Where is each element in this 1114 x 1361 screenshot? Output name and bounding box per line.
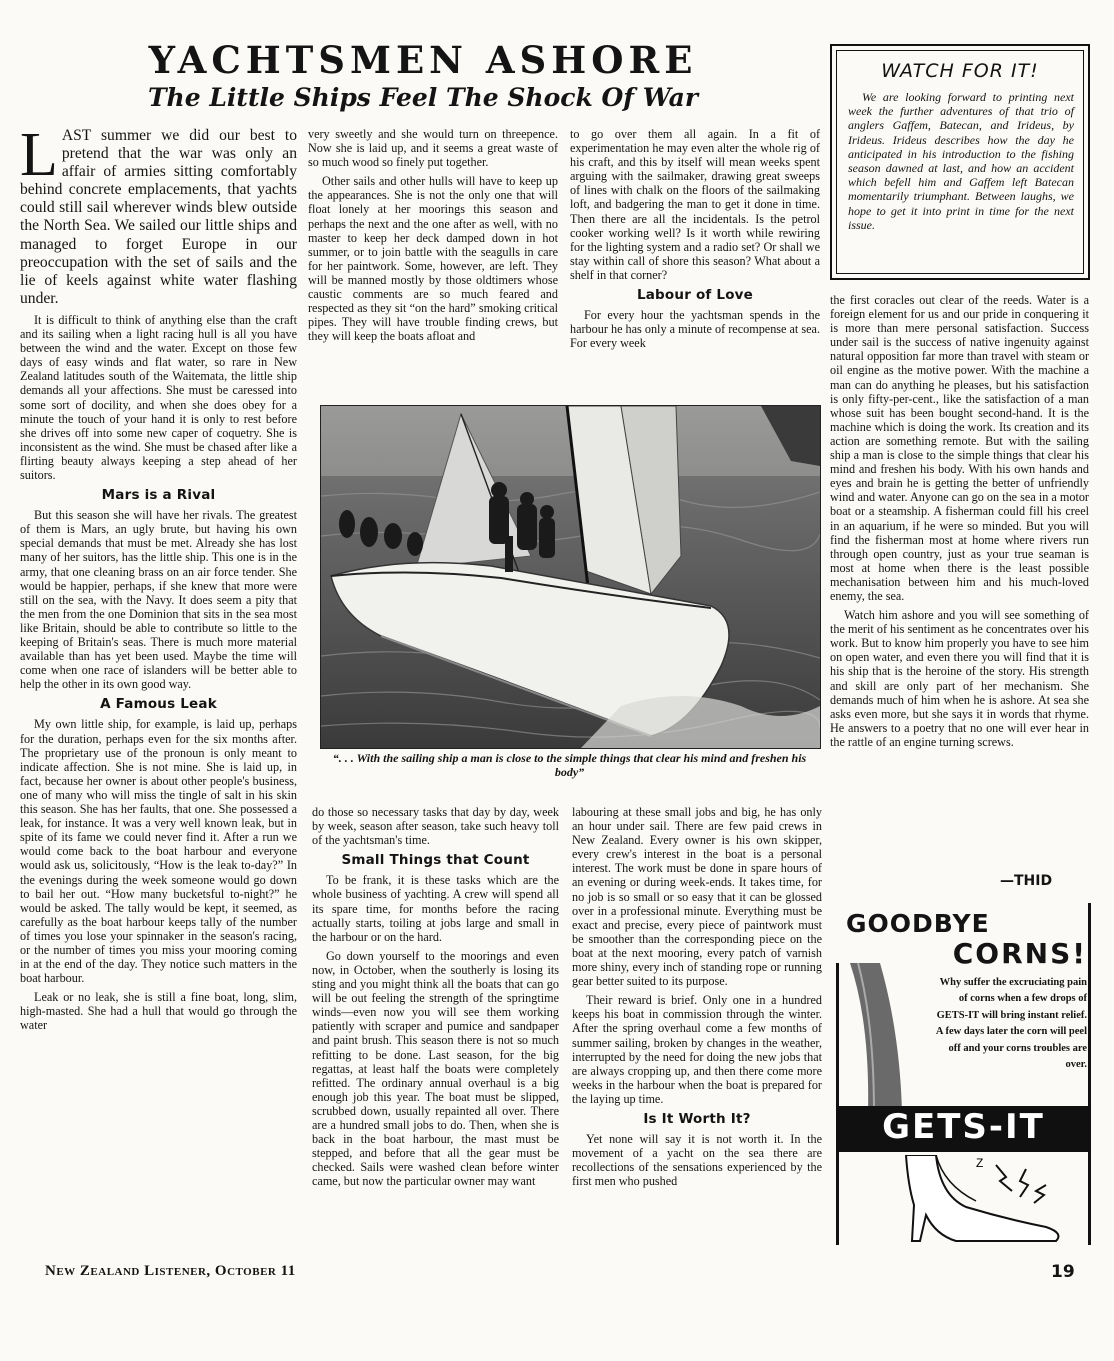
column-2-upper xyxy=(308,127,558,395)
paragraph: It is difficult to think of anything else than the craft and its sailing when a light racing hull is all you have between the wind and the water. Except on those few days of easy winds and flat water, so rare in New Zealand latitudes south of the Waitemata, the little ship demands all your affections. She must be caressed into some sort of docility, and when she does obey for a minute the touch of your hand it is only to rest before she drives off into some new caper of coquetry. She is inconsistent as the wind. She must be chased after like a flirting beauty always keeping a step ahead of her suitors. xyxy=(20,312,297,482)
column-1 xyxy=(20,127,297,1247)
column-2-lower xyxy=(312,805,559,1248)
watch-for-it-box xyxy=(830,44,1090,280)
subheading-mars: Mars is a Rival xyxy=(101,487,216,504)
lede-text: AST summer we did our best to pretend that the war was only an affair of armies sitting comfortably behind concrete emplacements, that yachts could still sail wherever winds blew outside the North Sea. We sailed our little ships and managed to forget Europe in our preoccupation with the set of sails and the lie of keels against white water flashing under. xyxy=(20,127,297,307)
drop-cap: L xyxy=(20,127,58,189)
watch-box-text: We are looking forward to printing next week the further adventures of that trio of anglers Gaffem, Batecan, and Irideus, by Irideus. Irideus describes how the day he anticipated in his introduction to the fishing season dawned at last, and how an accident which befell him and Gaffem left Batecan momentarily triumphant. Between laughs, we hope to get it into print in time for the next issue. xyxy=(848,90,1074,232)
column-4 xyxy=(830,293,1089,873)
subheading-small-things: Small Things that Count xyxy=(341,852,530,869)
ad-brand-name: GETS-IT xyxy=(882,1107,1045,1147)
paragraph: Yet none will say it is not worth it. In the movement of a yacht on the sea there are recollections of the sensations experienced by the first men who pushed xyxy=(572,1132,822,1189)
pain-zigzag-icon: Z xyxy=(976,1156,984,1170)
subheadline: The Little Ships Feel The Shock Of War xyxy=(147,83,699,112)
photo-caption: “. . . With the sailing ship a man is close to the simple things that clear his mind and freshen his body” xyxy=(332,751,807,779)
subheading-labour-of-love: Labour of Love xyxy=(636,287,754,304)
ad-headline-corns: CORNS! xyxy=(952,937,1087,970)
paragraph: to go over them all again. In a fit of experimentation he may even alter the whole rig of his craft, and this by itself will mean weeks spent arguing with the sailmaker, drawing great sweeps of lines with chalk on the floors of the sailmaking loft, and badgering the man to get it done in time. Then there are all the incidentals. Is the petrol cooker working well? Is it worth while rewiring for the lighting system and a radio set? Or shall we stay within call of shore this season? What about a shelf in that corner? xyxy=(570,127,820,282)
paragraph: My own little ship, for example, is laid up, perhaps for the duration, perhaps even for the six months after. The proprietary use of the pronoun is only meant to indicate affection. She is not mine. She is laid up, in fact, because her owner is about other people's business, one of many who will miss the tingle of salt in his skin this season. She has her faults, that one. She possessed a leak, for instance. It was a very well known leak, but in spite of its fame we could never find it. After a run we would come back to the boat harbour and everyone would ask us, solicitously, “How is the leak to-day?” In the evenings during the week someone would go down to bail her out. “How many bucketsful to-night?” he would be asked. The tally would be kept, it seemed, as carefully as the boat harbour keeps tally of the number of times you lose your spinnaker in the season's racing, or the number of times you miss your mooring coming in at the end of the day. They notice such matters in the boat harbour. xyxy=(20,717,297,986)
leg-illustration xyxy=(840,963,930,1113)
footer-page-number: 19 xyxy=(1051,1262,1075,1282)
ad-border xyxy=(836,963,839,1245)
paragraph: do those so necessary tasks that day by day, week by week, season after season, take such heavy toll of the yachtsman's time. xyxy=(312,805,559,848)
paragraph: the first coracles out clear of the reeds. Water is a foreign element for us and our pride in conquering it is more than mere personal satisfaction. Success under sail is the success of native ingenuity against natural opposition far more than travel with steam or oil engine as the motive power. With the machine a man can do anything he pleases, but his satisfaction is only fifty-per-cent., like the satisfaction of a man whose suit has been bought second-hand. It is the machine which is doing the work. Its creation and its action are something remote. But with the sailing ship a man is close to the simple things that clear his mind and freshen his body. With his own hands and eyes and brain he is getting the better of unfriendly wind and water. Anyone can go on the sea in a motor boat or a steamship. A fisherman could fill his creel in an aquarium, if he were so minded. But you will find the fisherman most at home where rivers run through open country, just as your true seaman is most at home when there is the least possible mechanisation between him and his much-loved enemy, the sea. xyxy=(830,293,1089,603)
lede-paragraph xyxy=(20,127,297,308)
paragraph: But this season she will have her rivals. The greatest of them is Mars, an ugly brute, but having his own special demands that must be met. Already she has lost many of her suitors, has the little ship. This one is in the army, that one cleaning brass on an air force tender. She would be happier, perhaps, if she knew that more were still on the sea, with the Navy. It does seem a pity that the men from the one Dominion that sits in the sea most like Britain, should be able to contribute so little to the keeping of Britain's seas. There is much more material available than has yet been used. Maybe the time will come when one race of islanders will be better able to help the other in its own good way. xyxy=(20,508,297,692)
headline: YACHTSMEN ASHORE xyxy=(148,38,698,82)
yacht-illustration xyxy=(321,406,820,748)
ad-headline-goodbye: GOODBYE xyxy=(846,909,990,938)
ad-border xyxy=(1088,903,1091,1245)
paragraph: To be frank, it is these tasks which are the whole business of yachting. A crew will spend all its spare time, for months before the racing actually starts, toiling at jobs large and small in the harbour or on the hard. xyxy=(312,873,559,944)
paragraph: Other sails and other hulls will have to keep up the appearances. She is not the only one that will float lonely at her moorings this season and perhaps the next and the one after as well, with no master to keep her deck damped down in hot summer, or to join battle with the seagulls in care for her paintwork. Some, however, are left. They will be manned mostly by those oldtimers whose caustic comments are so much feared and respected as they sit “on the hard” smoking critical pipes. They will have trouble finding crews, but they will keep the boats afloat and xyxy=(308,174,558,344)
subheading-famous-leak: A Famous Leak xyxy=(100,696,217,713)
author-signature: —THID xyxy=(1000,873,1053,889)
paragraph: Go down yourself to the moorings and even now, in October, when the southerly is losing its sting and you might think all the boats that can go will be out feeling the strength of the springtime winds—even now you will see them working patiently with scraper and pumice and sandpaper and paint brush. This season there is not so much refitting to be done. Last season, for the big regattas, at least half the boats were completely refitted. The ordinary annual overhaul is a big enough job this year. The boat must be slipped, scrubbed down, usually repainted all over. There are a hundred small jobs to do. Then, when she is back in the boat harbour, the mast must be stepped, and before that all the gear must be checked. Sails were washed clean before winter came, but now the particular owner may want xyxy=(312,948,559,1189)
paragraph: labouring at these small jobs and big, he has only an hour under sail. There are few paid crews in New Zealand. Every owner is his own skipper, every crew's interest in the boat is a personal interest. The work must be done in spare hours of an evening or during week-ends. It takes time, for no job is so small or so easy that it can be glossed over in a professional minute. Everything must be exact and precise, every piece of paintwork must be smoother than the corresponding piece on the boat at the next mooring, every patch of varnish more shiny, every inch of standing rope or running gear better suited to its purpose. xyxy=(572,805,822,989)
paragraph: Their reward is brief. Only one in a hundred keeps his boat in commission through the winter. After the spring overhaul come a few months of summer sailing, broken by changes in the weather, interrupted by the need for doing the new jobs that are always cropping up, and then there come more weeks in the harbour when the boat is prepared for the laying up time. xyxy=(572,993,822,1106)
footer-magazine-title: New Zealand Listener, October 11 xyxy=(45,1263,296,1279)
paragraph: Leak or no leak, she is still a fine boat, long, slim, high-masted. She had a hull that would go through the water xyxy=(20,990,297,1033)
watch-box-title: WATCH FOR IT! xyxy=(881,60,1039,82)
column-3-lower xyxy=(572,805,822,1248)
yacht-photo xyxy=(320,405,821,749)
column-3-upper xyxy=(570,127,820,395)
subheading-worth-it: Is It Worth It? xyxy=(643,1110,751,1127)
paragraph: For every hour the yachtsman spends in the harbour he has only a minute of recompense at sea. For every week xyxy=(570,308,820,351)
ad-body-copy: Why suffer the excruciating pain of corns when a few drops of GETS-IT will bring instant relief. A few days later the corn will peel off and your corns troubles are over. xyxy=(935,977,1087,1071)
shoe-illustration xyxy=(896,1155,1066,1245)
paragraph: very sweetly and she would turn on threepence. Now she is laid up, and it seems a great waste of so much wood so finely put together. xyxy=(308,127,558,170)
gets-it-advertisement xyxy=(836,903,1091,1245)
paragraph: Watch him ashore and you will see something of the merit of his sentiment as he concentrates over his work. But to know him properly you have to see him on open water, and even there you will find that it is his ship that is the heroine of the story. His strength and skill are only part of her mechanism. She demands much of him when he is ashore. At sea she asks even more, but she says it in words that rhyme. He answers to a poetry that no one will ever hear in the rattle of an engine turning screws. xyxy=(830,608,1089,749)
